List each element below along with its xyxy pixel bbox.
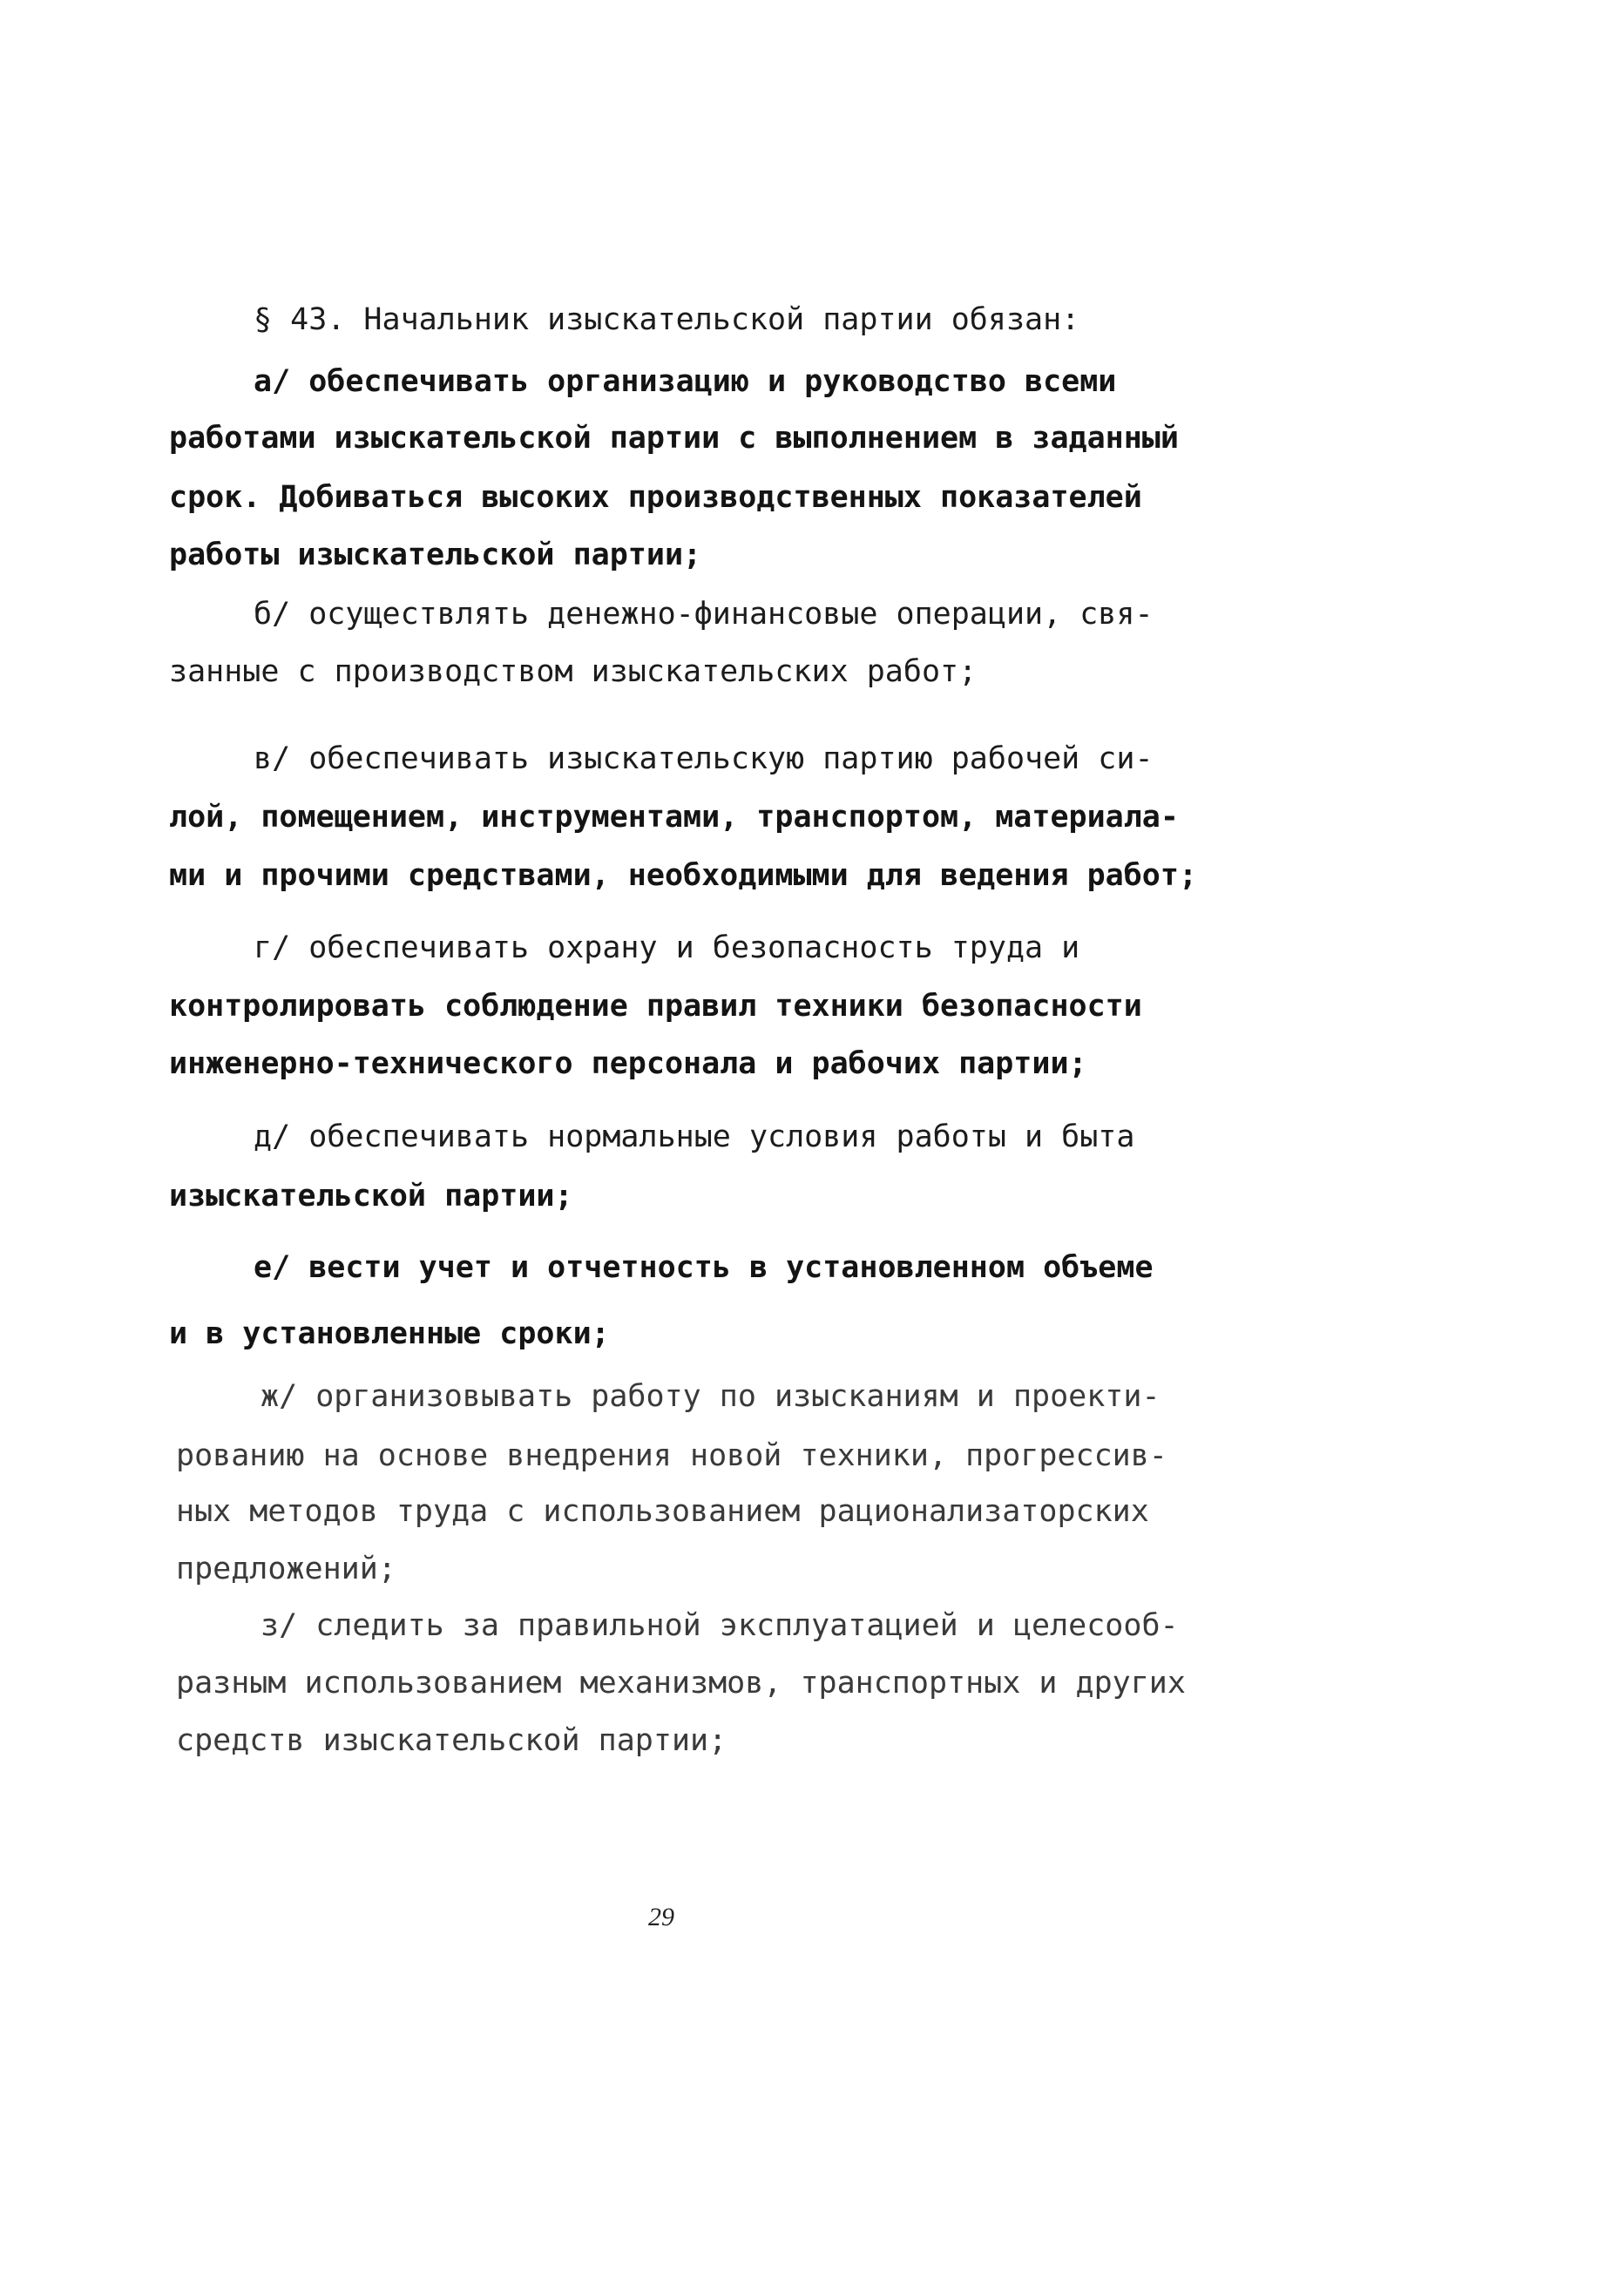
item-z-line-2: разным использованием механизмов, транспортных и других — [176, 1666, 1186, 1701]
section-heading: § 43. Начальник изыскательской партии обязан: — [254, 302, 1080, 337]
item-zh-line-1: ж/ организовывать работу по изысканиям и проекти- — [261, 1379, 1160, 1414]
item-zh-line-3: ных методов труда с использованием рационализаторских — [176, 1494, 1149, 1529]
item-b-line-2: занные с производством изыскательских работ; — [169, 654, 978, 689]
item-g-line-2: контролировать соблюдение правил техники безопасности — [169, 989, 1142, 1024]
item-g-line-1: г/ обеспечивать охрану и безопасность труда и — [254, 930, 1080, 965]
item-v-line-3: ми и прочими средствами, необходимыми для ведения работ; — [169, 858, 1198, 893]
item-d-line-1: д/ обеспечивать нормальные условия работы и быта — [254, 1119, 1135, 1154]
item-g-line-3: инженерно-технического персонала и рабочих партии; — [169, 1046, 1087, 1081]
item-zh-line-4: предложений; — [176, 1552, 396, 1586]
item-b-line-1: б/ осуществлять денежно-финансовые операции, свя- — [254, 597, 1154, 632]
item-v-line-1: в/ обеспечивать изыскательскую партию рабочей си- — [254, 741, 1154, 776]
item-zh-line-2: рованию на основе внедрения новой техники, прогрессив- — [176, 1438, 1167, 1473]
item-e-line-2: и в установленные сроки; — [169, 1316, 610, 1351]
item-z-line-3: средств изыскательской партии; — [176, 1723, 727, 1758]
item-z-line-1: з/ следить за правильной эксплуатацией и целесооб- — [261, 1608, 1179, 1643]
item-e-line-1: е/ вести учет и отчетность в установленном объеме — [254, 1250, 1154, 1285]
item-a-line-2: работами изыскательской партии с выполнением в заданный — [169, 421, 1179, 456]
item-a-line-3: срок. Добиваться высоких производственных показателей — [169, 480, 1142, 515]
item-a-line-4: работы изыскательской партии; — [169, 538, 702, 572]
item-a-line-1: а/ обеспечивать организацию и руководство всеми — [254, 364, 1117, 399]
item-d-line-2: изыскательской партии; — [169, 1179, 573, 1214]
item-v-line-2: лой, помещением, инструментами, транспортом, материала- — [169, 800, 1179, 835]
page-number: 29 — [648, 1903, 674, 1931]
